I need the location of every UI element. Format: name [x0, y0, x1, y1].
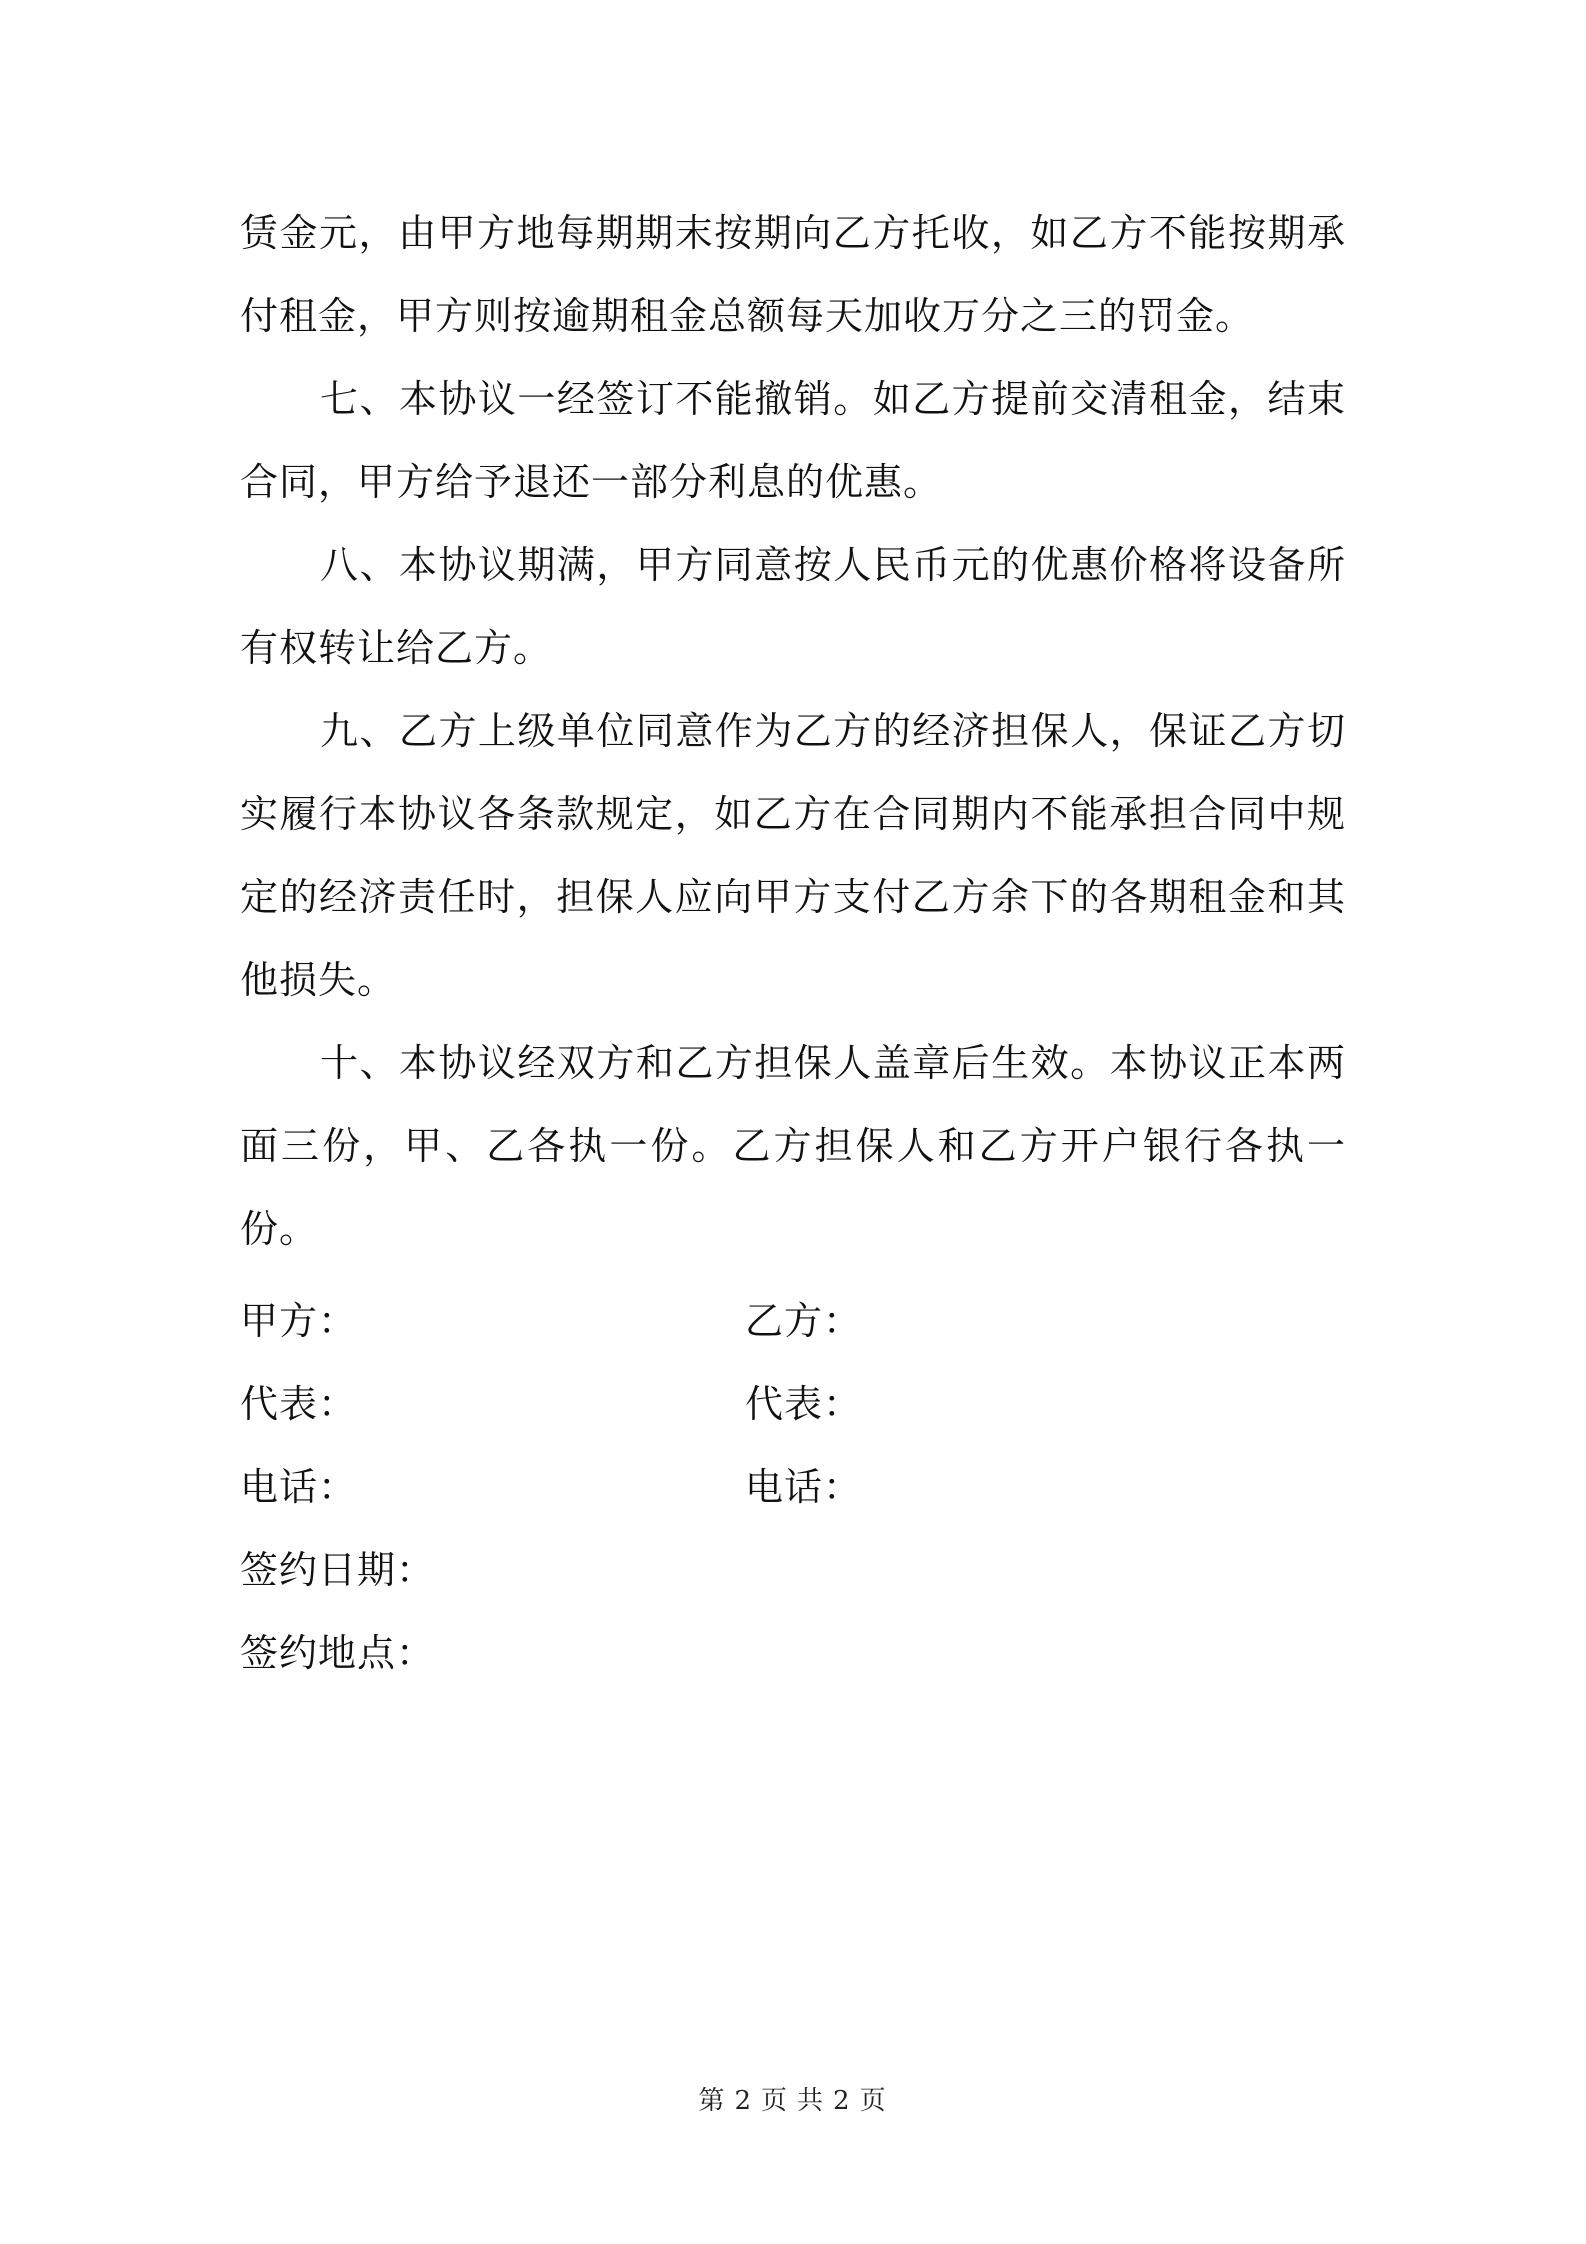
signing-date-label: 签约日期：: [240, 1548, 436, 1592]
contract-body: [240, 192, 1346, 1271]
signature-row-representative: [240, 1359, 1346, 1442]
paragraph-clause-8: 八、本协议期满，甲方同意按人民币元的优惠价格将设备所有权转让给乙方。: [240, 543, 1346, 670]
paragraph-clause-9: 九、乙方上级单位同意作为乙方的经济担保人，保证乙方切实履行本协议各条款规定，如乙方在合同期内不能承担合同中规定的经济责任时，担保人应向甲方支付乙方余下的各期租金和其他损失。: [240, 709, 1346, 1002]
party-b-label: 乙方：: [745, 1299, 863, 1343]
page-footer: [0, 2080, 1586, 2117]
party-a-label: 甲方：: [240, 1299, 358, 1343]
representative-b-label: 代表：: [745, 1382, 863, 1426]
footer-total-prefix: 共: [797, 2086, 826, 2116]
paragraph-rent-collection: 赁金元，由甲方地每期期末按期向乙方托收，如乙方不能按期承付租金，甲方则按逾期租金总额每天加收万分之三的罚金。: [240, 211, 1346, 338]
signature-row-phone: [240, 1442, 1346, 1525]
footer-page-word: 页: [760, 2086, 789, 2116]
signature-row-party: [240, 1276, 1346, 1359]
phone-a-label: 电话：: [240, 1465, 358, 1509]
footer-total-pages: 2: [833, 2086, 852, 2116]
signature-block: [240, 1276, 1346, 1691]
footer-prefix: 第: [698, 2086, 727, 2116]
footer-current-page: 2: [734, 2086, 753, 2116]
representative-a-label: 代表：: [240, 1382, 358, 1426]
signature-row-place: [240, 1608, 1346, 1691]
signing-place-label: 签约地点：: [240, 1631, 436, 1675]
signature-row-date: [240, 1525, 1346, 1608]
phone-b-label: 电话：: [745, 1465, 863, 1509]
footer-suffix: 页: [859, 2086, 888, 2116]
paragraph-clause-7: 七、本协议一经签订不能撤销。如乙方提前交清租金，结束合同，甲方给予退还一部分利息的优惠。: [240, 377, 1346, 504]
paragraph-clause-10: 十、本协议经双方和乙方担保人盖章后生效。本协议正本两面三份，甲、乙各执一份。乙方担保人和乙方开户银行各执一份。: [240, 1041, 1346, 1251]
